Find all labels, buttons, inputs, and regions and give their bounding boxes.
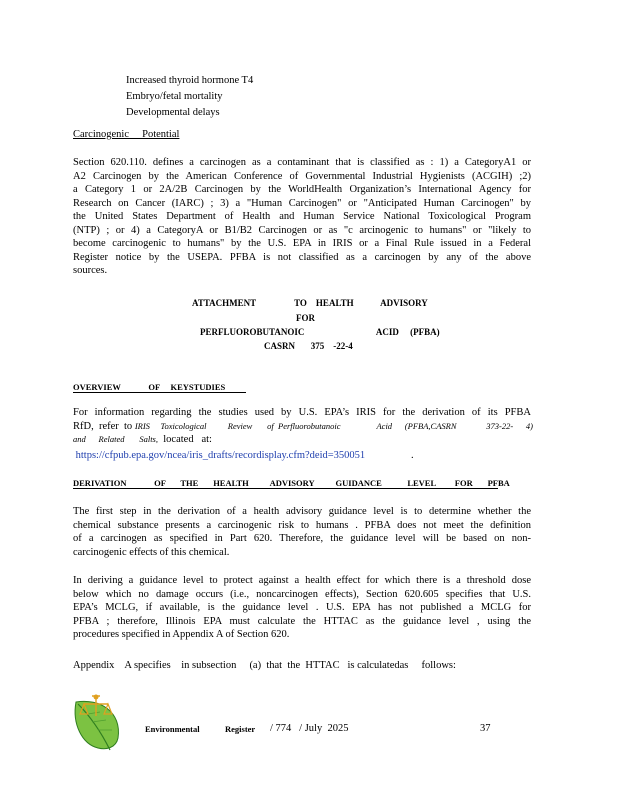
page-number: 37 <box>480 723 491 734</box>
attachment-line: FOR <box>296 313 315 323</box>
paragraph-line: a Category 1 or 2A/2B Carcinogen by the WorldHealth Organization’s International Agency for <box>73 184 531 195</box>
derivation-heading: DERIVATION OF THE HEALTH ADVISORY GUIDANCE LEVEL FOR PFBA <box>73 478 510 488</box>
carcinogenic-heading: Carcinogenic Potential <box>73 129 180 140</box>
paragraph-line: become carcinogenic to humans" by the U.S. EPA in IRIS or a Final Rule issued in a Federal <box>73 238 531 249</box>
paragraph-line: PFBA ; therefore, Illinois EPA must calculate the HTTAC as the guidance level , using the <box>73 615 531 627</box>
derivation-paragraph <box>73 505 531 559</box>
paragraph-line: The first step in the derivation of a health advisory guidance level is to determine whether the <box>73 506 531 517</box>
footer-register: Register <box>225 724 256 734</box>
list-item <box>108 90 408 106</box>
refer-text: RfD, refer to <box>73 420 135 432</box>
paragraph-line: chemical substance presents a carcinogenic risk to humans . PFBA does not meet the definition <box>73 519 531 531</box>
paragraph-line: Section 620.110. defines a carcinogen as a contaminant that is classified as : 1) a CategoryA1 or <box>73 157 531 168</box>
paragraph-line: A2 Carcinogen by the American Conference of Governmental Industrial Hygienists (ACGIH) ;2) <box>73 170 531 182</box>
footer-journal: Environmental <box>145 724 200 734</box>
section-paragraph <box>73 156 531 278</box>
paragraph-line: below which no damage occurs (i.e., noncarcinogen effects), Section 620.605 specifies that U.S. <box>73 588 531 600</box>
paragraph-line: the United States Department of Health and Human Service National Toxicological Program <box>73 211 531 222</box>
overview-heading: OVERVIEW OF KEYSTUDIES <box>73 382 226 392</box>
appendix-paragraph: Appendix A specifies in subsection (a) that the HTTAC is calculatedas follows: <box>73 660 456 671</box>
agency-logo <box>70 694 126 752</box>
deriving-paragraph <box>73 574 531 642</box>
located-text: located at: <box>158 434 212 445</box>
paragraph-line: For information regarding the studies used by U.S. EPA’s IRIS for the derivation of its PFBA <box>73 407 531 418</box>
link-tail: . <box>411 449 414 461</box>
footer-issue: / 774 / July 2025 <box>270 723 349 734</box>
paragraph-line: (NTP) ; or 4) a CategoryA or B1/B2 Carcinogen or as "c arcinogenic to humans" or "likely to <box>73 224 531 236</box>
derivation-underline <box>73 488 498 489</box>
paragraph-line: sources. <box>73 265 108 276</box>
paragraph-line: carcinogenic effects of this chemical. <box>73 546 230 558</box>
iris-title-cont: and Related Salts, <box>73 434 158 444</box>
paragraph-line: EPA’s MCLG, if available, is the guidance level . U.S. EPA has not published a MCLG for <box>73 602 531 613</box>
attachment-line: CASRN 375 -22-4 <box>264 341 353 351</box>
paragraph-line: procedures specified in Appendix A of Section 620. <box>73 629 290 640</box>
paragraph-line: Research on Cancer (IARC) ; 3) a "Human Carcinogen" or "Anticipated Human Carcinogen" by <box>73 197 531 209</box>
bullet-text: Increased thyroid hormone T4 <box>126 75 254 86</box>
bullet-text: Developmental delays <box>126 107 220 118</box>
overview-underline <box>73 392 246 393</box>
overview-paragraph <box>73 406 534 462</box>
paragraph-line <box>73 420 534 434</box>
paragraph-line: of a carcinogen as specified in Part 620. Therefore, the guidance level will be based on non- <box>73 533 531 544</box>
bullet-text: Embryo/fetal mortality <box>126 91 223 102</box>
bullet-list <box>108 74 408 122</box>
attachment-line: ATTACHMENT TO HEALTH ADVISORY <box>192 298 428 308</box>
list-item <box>108 74 408 90</box>
paragraph-line: Register notice by the USEPA. PFBA is not classified as a carcinogen by any of the above <box>73 251 531 263</box>
list-item <box>108 106 408 122</box>
paragraph-line: In deriving a guidance level to protect against a health effect for which there is a threshold dose <box>73 575 531 586</box>
attachment-line: PERFLUOROBUTANOIC ACID (PFBA) <box>200 327 440 337</box>
paragraph-line <box>73 433 531 447</box>
iris-link[interactable]: https://cfpub.epa.gov/ncea/iris_drafts/recordisplay.cfm?deid=350051 <box>75 449 366 461</box>
paragraph-line <box>73 449 531 463</box>
leaf-scale-icon <box>70 694 126 752</box>
iris-title: IRIS Toxicological Review of Perfluorobutanoic Acid (PFBA,CASRN 373-22- 4) <box>134 420 534 431</box>
